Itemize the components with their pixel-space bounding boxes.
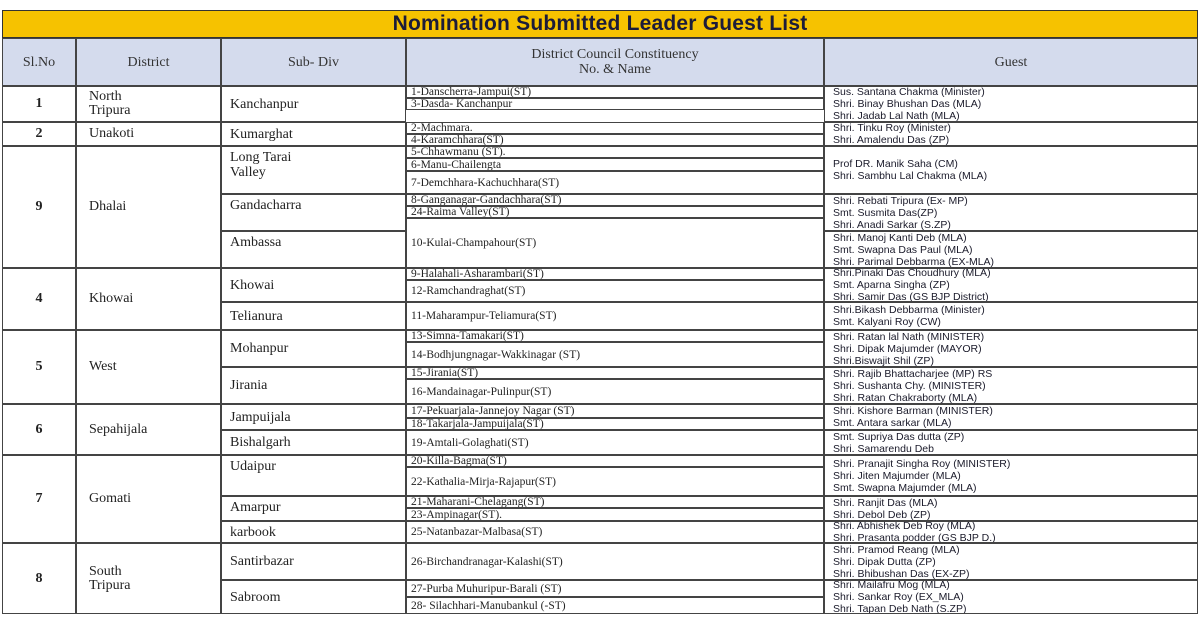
district-cell: [76, 330, 221, 404]
guest-name: Shri. Dipak Majumder (MAYOR): [833, 342, 982, 355]
guest-name: Shri.Bikash Debbarma (Minister): [833, 304, 985, 316]
sub-div-name-line: Long Tarai: [230, 150, 292, 165]
guest-cell: [824, 496, 1198, 521]
sl-no-cell: [2, 455, 76, 543]
district-name-line: Tripura: [89, 577, 131, 593]
guest-name: Shri. Abhishek Deb Roy (MLA): [833, 521, 976, 532]
district-name-text: [89, 360, 117, 374]
guest-name: Shri. Sambhu Lal Chakma (MLA): [833, 170, 988, 182]
sl-no: 9: [35, 199, 43, 214]
guest-cell: [824, 146, 1198, 194]
guest-name: Shri. Manoj Kanti Deb (MLA): [833, 231, 967, 244]
constituency-name: 21-Maharani-Chelagang(ST): [411, 496, 545, 508]
constituency-name: 4-Karamchhara(ST): [411, 134, 504, 146]
sl-no: 7: [35, 491, 43, 506]
constituency-name: 26-Birchandranagar-Kalashi(ST): [411, 555, 563, 568]
sub-div-name-line: Mohanpur: [230, 341, 289, 356]
constituency-cell: [406, 302, 824, 330]
sl-no: 5: [35, 359, 43, 374]
sub-div-name-text: [230, 554, 294, 569]
header-district: District: [76, 38, 221, 86]
guest-name: Shri. Samir Das (GS BJP District): [833, 291, 989, 302]
constituency-cell: [406, 342, 824, 367]
district-name-text: [89, 423, 147, 437]
guest-name: Shri. Tinku Roy (Minister): [833, 122, 951, 134]
constituency-name: 22-Kathalia-Mirja-Rajapur(ST): [411, 475, 556, 488]
guest-name: Shri.Pinaki Das Choudhury (MLA): [833, 268, 991, 279]
constituency-name: 13-Simna-Tamakari(ST): [411, 330, 524, 342]
sub-div-name-line: Udaipur: [230, 459, 276, 474]
header-guest: Guest: [824, 38, 1198, 86]
district-name-text: [89, 90, 131, 118]
constituency-name: 11-Maharampur-Teliamura(ST): [411, 310, 557, 322]
constituency-cell: [406, 171, 824, 194]
guest-cell: [824, 543, 1198, 580]
header-constituency: District Council Constituency No. & Name: [406, 38, 824, 86]
guest-name: Shri. Binay Bhushan Das (MLA): [833, 98, 982, 110]
sub-div-name-line: Kanchanpur: [230, 96, 299, 112]
guest-name: Shri. Pramod Reang (MLA): [833, 543, 960, 556]
sub-div-name-text: [230, 435, 291, 450]
sub-div-cell: [221, 580, 406, 614]
guest-name: Shri.Biswajit Shil (ZP): [833, 354, 934, 367]
guest-name: Shri. Anadi Sarkar (S.ZP): [833, 218, 951, 231]
header-sub-div: Sub- Div: [221, 38, 406, 86]
guest-name: Shri. Rajib Bhattacharjee (MP) RS: [833, 367, 993, 380]
constituency-name: 14-Bodhjungnagar-Wakkinagar (ST): [411, 348, 581, 361]
constituency-cell: [406, 455, 824, 467]
sub-div-name-text: [230, 590, 281, 605]
constituency-cell: [406, 98, 824, 110]
constituency-cell: [406, 496, 824, 508]
constituency-cell: [406, 158, 824, 171]
district-cell: [76, 543, 221, 614]
constituency-name: 7-Demchhara-Kachuchhara(ST): [411, 176, 560, 189]
constituency-name: 20-Killa-Bagma(ST): [411, 455, 507, 467]
guest-cell: [824, 404, 1198, 430]
constituency-cell: [406, 367, 824, 379]
guest-name: Smt. Supriya Das dutta (ZP): [833, 430, 965, 443]
sub-div-name-text: [230, 410, 291, 425]
guest-name: Smt. Kalyani Roy (CW): [833, 316, 941, 328]
sl-no: 6: [35, 421, 43, 437]
guest-name: Shri. Sankar Roy (EX_MLA): [833, 591, 964, 603]
constituency-name: 25-Natanbazar-Malbasa(ST): [411, 526, 543, 538]
sub-div-cell: [221, 268, 406, 302]
sl-no-cell: [2, 122, 76, 146]
constituency-name: 1-Danscherra-Jampui(ST): [411, 86, 532, 98]
sub-div-name-line: Kumarghat: [230, 126, 293, 142]
constituency-name: 5-Chhawmanu (ST).: [411, 146, 506, 158]
constituency-cell: [406, 280, 824, 302]
sub-div-cell: [221, 455, 406, 496]
district-name-text: [89, 492, 131, 506]
district-name-text: [89, 565, 131, 593]
sub-div-cell: [221, 194, 406, 231]
sub-div-cell: [221, 302, 406, 330]
guest-cell: [824, 330, 1198, 367]
sub-div-cell: [221, 86, 406, 122]
district-cell: [76, 404, 221, 455]
sub-div-cell: [221, 404, 406, 430]
guest-name: Smt. Swapna Majumder (MLA): [833, 481, 977, 494]
district-name-line: Khowai: [89, 291, 134, 306]
sl-no-cell: [2, 146, 76, 268]
constituency-cell: [406, 146, 824, 158]
guest-name: Shri. Tapan Deb Nath (S.ZP): [833, 603, 967, 614]
constituency-name: 6-Manu-Chailengta: [411, 158, 502, 171]
guest-name: Shri. Mailafru Mog (MLA): [833, 580, 950, 591]
guest-cell: [824, 268, 1198, 302]
constituency-cell: [406, 86, 824, 98]
guest-name: Sus. Santana Chakma (Minister): [833, 86, 985, 98]
constituency-name: 17-Pekuarjala-Jannejoy Nagar (ST): [411, 405, 575, 417]
constituency-cell: [406, 206, 824, 218]
sub-div-cell: [221, 367, 406, 404]
district-cell: [76, 86, 221, 122]
sub-div-name-line: Valley: [230, 165, 266, 180]
constituency-name: 19-Amtali-Golaghati(ST): [411, 436, 529, 449]
constituency-name: 23-Ampinagar(ST).: [411, 508, 503, 521]
guest-name: Shri. Dipak Dutta (ZP): [833, 555, 936, 568]
constituency-name: 27-Purba Muhuripur-Barali (ST): [411, 582, 562, 595]
guest-cell: [824, 194, 1198, 231]
guest-name: Shri. Prasanta podder (GS BJP D.): [833, 532, 996, 543]
guest-name: Shri. Pranajit Singha Roy (MINISTER): [833, 457, 1011, 470]
constituency-cell: [406, 508, 824, 521]
guest-name: Shri. Bhibushan Das (EX-ZP): [833, 567, 970, 580]
constituency-name: 24-Raima Valley(ST): [411, 206, 510, 218]
sub-div-name-text: [230, 378, 267, 393]
guest-name: Shri. Samarendu Deb: [833, 442, 934, 455]
guest-name: Shri. Ratan lal Nath (MINISTER): [833, 330, 985, 343]
sub-div-name-text: [230, 150, 291, 180]
guest-cell: [824, 302, 1198, 330]
constituency-cell: [406, 122, 824, 134]
district-name-text: [89, 127, 134, 141]
sub-div-cell: [221, 330, 406, 367]
constituency-name: 3-Dasda- Kanchanpur: [411, 98, 513, 110]
document-title: Nomination Submitted Leader Guest List: [392, 12, 808, 35]
sub-div-name-line: karbook: [230, 524, 276, 540]
district-cell: [76, 122, 221, 146]
constituency-cell: [406, 404, 824, 418]
sub-div-name-text: [230, 500, 281, 515]
district-name-line: Tripura: [89, 103, 131, 118]
sub-div-cell: [221, 496, 406, 521]
district-name-line: Unakoti: [89, 126, 135, 141]
guest-cell: [824, 455, 1198, 496]
sl-no-cell: [2, 404, 76, 455]
guest-name: Shri. Ranjit Das (MLA): [833, 496, 938, 509]
sub-div-name-line: Jirania: [230, 378, 268, 393]
district-name-line: Gomati: [89, 491, 131, 506]
district-name-line: South: [89, 563, 122, 579]
sub-div-name-line: Jampuijala: [230, 409, 291, 425]
sl-no-cell: [2, 86, 76, 122]
sl-no-cell: [2, 268, 76, 330]
constituency-name: 10-Kulai-Champahour(ST): [411, 237, 537, 249]
guest-cell: [824, 521, 1198, 543]
sub-div-name-line: Bishalgarh: [230, 435, 291, 450]
district-cell: [76, 268, 221, 330]
district-name-text: [89, 292, 133, 306]
constituency-name: 28- Silachhari-Manubankul (-ST): [411, 599, 566, 612]
district-name-line: North: [89, 89, 122, 104]
guest-name: Shri. Rebati Tripura (Ex- MP): [833, 194, 968, 207]
constituency-cell: [406, 330, 824, 342]
sub-div-name-line: Telianura: [230, 308, 283, 324]
sl-no-cell: [2, 543, 76, 614]
guest-name: Shri. Ratan Chakraborty (MLA): [833, 391, 978, 404]
constituency-cell: [406, 430, 824, 455]
sub-div-name-line: Khowai: [230, 277, 275, 293]
sub-div-name-line: Amarpur: [230, 500, 281, 515]
guest-name: Shri. Jadab Lal Nath (MLA): [833, 110, 960, 122]
sl-no: 1: [35, 96, 43, 111]
sub-div-name-line: Ambassa: [230, 235, 282, 250]
constituency-cell: [406, 543, 824, 580]
sub-div-name-line: Santirbazar: [230, 554, 294, 569]
sl-no: 8: [35, 570, 43, 586]
sub-div-name-line: Sabroom: [230, 589, 281, 605]
constituency-name: 15-Jirania(ST): [411, 367, 479, 379]
constituency-name: 16-Mandainagar-Pulinpur(ST): [411, 385, 552, 398]
guest-cell: [824, 580, 1198, 614]
guest-name: Prof DR. Manik Saha (CM): [833, 158, 958, 170]
document-title-banner: [2, 10, 1198, 38]
guest-name: Shri. Parimal Debbarma (EX-MLA): [833, 255, 995, 268]
sub-div-cell: [221, 430, 406, 455]
sub-div-name-text: [230, 341, 288, 356]
guest-cell: [824, 367, 1198, 404]
sub-div-name-text: [230, 127, 293, 142]
constituency-name: 2-Machmara.: [411, 122, 473, 134]
sl-no-cell: [2, 330, 76, 404]
guest-name: Shri. Amalendu Das (ZP): [833, 134, 950, 146]
district-name-line: Sepahijala: [89, 421, 148, 437]
guest-name: Shri. Sushanta Chy. (MINISTER): [833, 379, 986, 392]
constituency-name: 18-Takarjala-Jampuijala(ST): [411, 418, 544, 430]
constituency-name: 9-Halahali-Asharambari(ST): [411, 268, 544, 280]
guest-name: Shri. Debol Deb (ZP): [833, 508, 931, 521]
district-name-line: West: [89, 359, 117, 374]
sub-div-name-text: [230, 525, 276, 540]
constituency-cell: [406, 467, 824, 496]
guest-cell: [824, 231, 1198, 268]
guest-name: Smt. Antara sarkar (MLA): [833, 417, 952, 429]
guest-name: Smt. Aparna Singha (ZP): [833, 279, 950, 291]
sub-div-name-text: [230, 235, 281, 250]
constituency-cell: [406, 134, 824, 146]
district-name-line: Dhalai: [89, 199, 127, 214]
constituency-cell: [406, 194, 824, 206]
guest-name: Smt. Swapna Das Paul (MLA): [833, 243, 973, 256]
sub-div-name-text: [230, 97, 298, 112]
district-name-text: [89, 200, 126, 214]
constituency-name: 8-Ganganagar-Gandachhara(ST): [411, 194, 562, 206]
constituency-cell: [406, 218, 824, 268]
sub-div-name-text: [230, 309, 283, 324]
constituency-cell: [406, 268, 824, 280]
constituency-name: 12-Ramchandraghat(ST): [411, 285, 526, 297]
header-sl-no: Sl.No: [2, 38, 76, 86]
constituency-cell: [406, 379, 824, 404]
sub-div-cell: [221, 521, 406, 543]
guest-cell: [824, 430, 1198, 455]
guest-name: Smt. Susmita Das(ZP): [833, 206, 938, 219]
constituency-cell: [406, 597, 824, 614]
sub-div-cell: [221, 146, 406, 194]
guest-name: Shri. Jiten Majumder (MLA): [833, 469, 961, 482]
guest-list-document: [0, 10, 1200, 614]
district-cell: [76, 455, 221, 543]
constituency-cell: [406, 580, 824, 597]
sub-div-name-line: Gandacharra: [230, 198, 302, 213]
constituency-cell: [406, 521, 824, 543]
sub-div-name-text: [230, 278, 274, 293]
sub-div-cell: [221, 231, 406, 268]
constituency-cell: [406, 418, 824, 430]
guest-cell: [824, 86, 1198, 122]
sl-no: 2: [35, 126, 43, 141]
district-cell: [76, 146, 221, 268]
sub-div-cell: [221, 122, 406, 146]
guest-cell: [824, 122, 1198, 146]
sub-div-name-text: [230, 198, 302, 213]
guest-name: Shri. Kishore Barman (MINISTER): [833, 405, 993, 417]
sub-div-cell: [221, 543, 406, 580]
sl-no: 4: [35, 291, 43, 306]
sub-div-name-text: [230, 459, 276, 474]
